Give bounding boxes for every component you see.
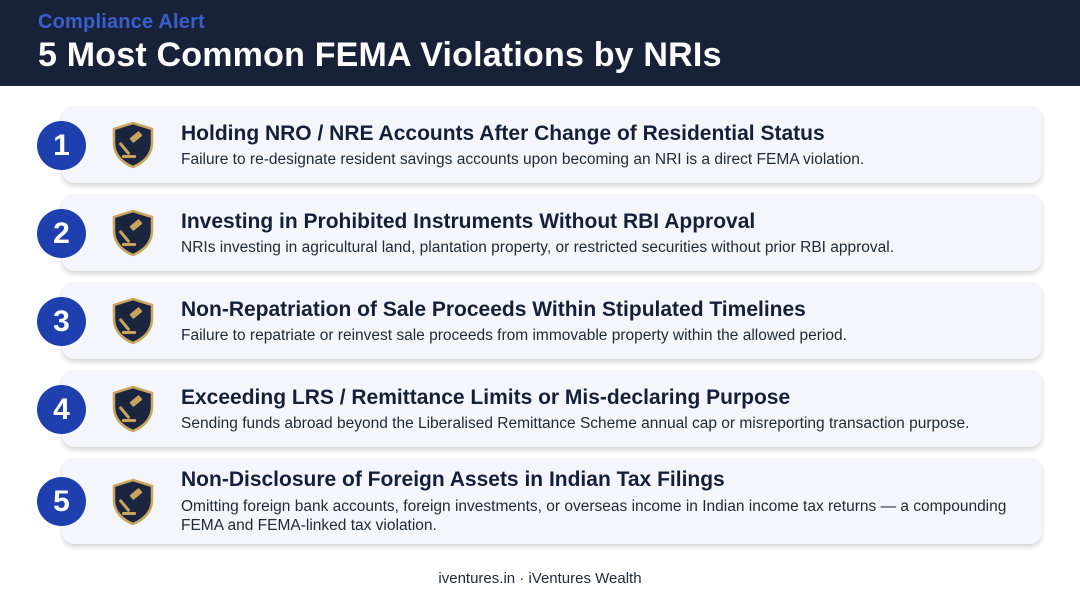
violation-title: Investing in Prohibited Instruments Without RBI Approval: [181, 210, 756, 233]
number-badge: 5: [37, 477, 86, 526]
violation-card: [62, 370, 1042, 447]
footer-credit: iventures.in · iVentures Wealth: [438, 570, 642, 587]
violation-title: Non-Repatriation of Sale Proceeds Within Stipulated Timelines: [181, 298, 806, 321]
violation-card: [62, 194, 1042, 271]
page-title: 5 Most Common FEMA Violations by NRIs: [38, 36, 722, 74]
eyebrow-label: Compliance Alert: [38, 11, 205, 33]
violation-card: [62, 458, 1042, 544]
violation-title: Non-Disclosure of Foreign Assets in Indian Tax Filings: [181, 468, 725, 491]
violation-title: Exceeding LRS / Remittance Limits or Mis-declaring Purpose: [181, 386, 791, 409]
violation-title: Holding NRO / NRE Accounts After Change of Residential Status: [181, 122, 825, 145]
gavel-shield-icon: [111, 121, 155, 169]
violation-description: Failure to repatriate or reinvest sale proceeds from immovable property within the allowed period.: [181, 327, 847, 344]
number-badge: 2: [37, 209, 86, 258]
gavel-shield-icon: [111, 297, 155, 345]
gavel-shield-icon: [111, 385, 155, 433]
violation-card: [62, 106, 1042, 183]
violation-description: Sending funds abroad beyond the Liberalised Remittance Scheme annual cap or misreporting transaction purpose.: [181, 415, 970, 432]
violation-card: [62, 282, 1042, 359]
violation-description: NRIs investing in agricultural land, plantation property, or restricted securities without prior RBI approval.: [181, 239, 895, 256]
violation-description: Omitting foreign bank accounts, foreign investments, or overseas income in Indian income tax returns — a compounding FEMA and FEMA-linked tax violation.: [181, 498, 1007, 534]
number-badge: 3: [37, 297, 86, 346]
gavel-shield-icon: [111, 478, 155, 526]
gavel-shield-icon: [111, 209, 155, 257]
violation-description: Failure to re-designate resident savings accounts upon becoming an NRI is a direct FEMA violation.: [181, 151, 865, 168]
number-badge: 4: [37, 385, 86, 434]
number-badge: 1: [37, 121, 86, 170]
